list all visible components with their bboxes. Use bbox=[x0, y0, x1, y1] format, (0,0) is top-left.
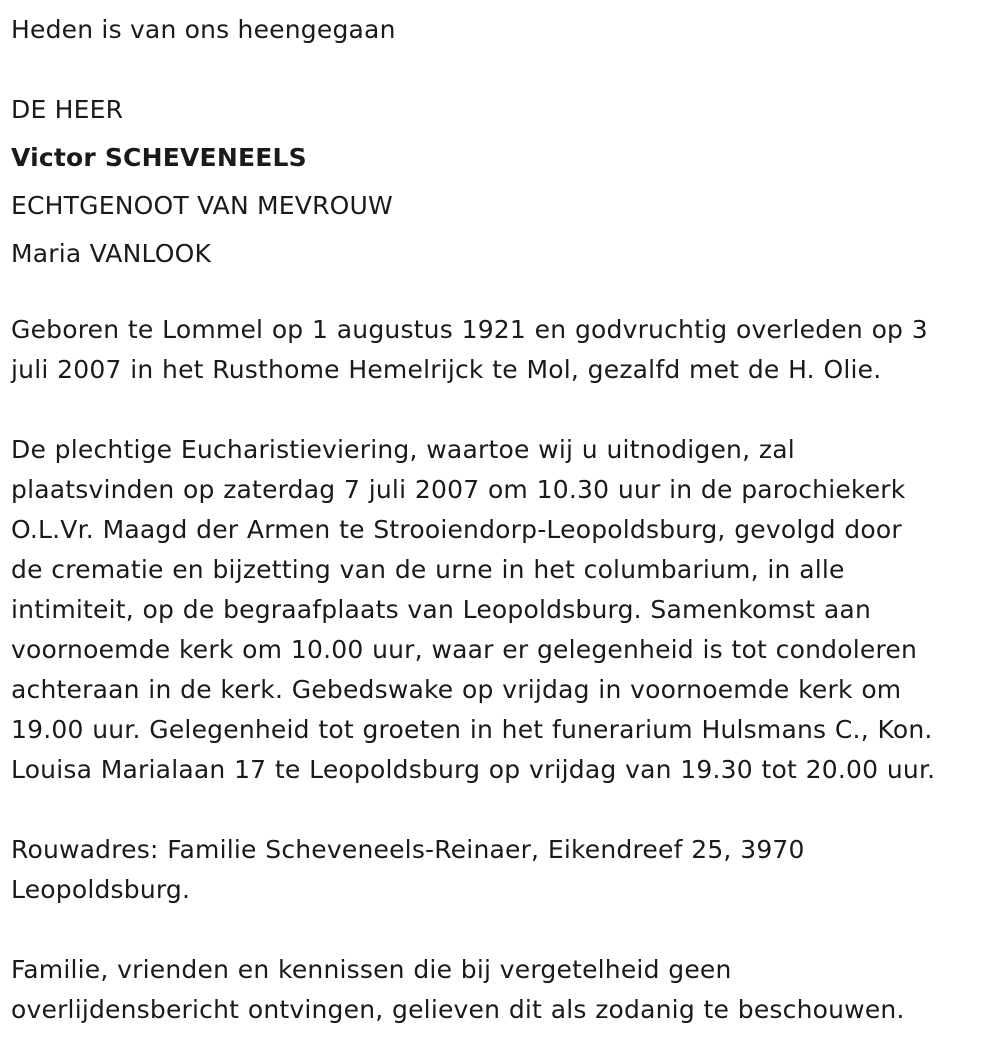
paragraph-line: plaatsvinden op zaterdag 7 juli 2007 om 10.30 uur in de parochiekerk bbox=[11, 475, 906, 504]
birth-death-paragraph bbox=[11, 310, 986, 390]
paragraph-line: 19.00 uur. Gelegenheid tot groeten in het funerarium Hulsmans C., Kon. bbox=[11, 715, 933, 744]
deceased-name: Victor SCHEVENEELS bbox=[11, 143, 307, 172]
paragraph-line: Geboren te Lommel op 1 augustus 1921 en godvruchtig overleden op 3 bbox=[11, 315, 928, 344]
relation-text: ECHTGENOOT VAN MEVROUW bbox=[11, 191, 393, 220]
paragraph-line: Familie, vrienden en kennissen die bij vergetelheid geen bbox=[11, 955, 732, 984]
paragraph-line: de crematie en bijzetting van de urne in het columbarium, in alle bbox=[11, 555, 845, 584]
paragraph-line: O.L.Vr. Maagd der Armen te Strooiendorp-Leopoldsburg, gevolgd door bbox=[11, 515, 902, 544]
spouse-name: Maria VANLOOK bbox=[11, 239, 212, 268]
paragraph-line: De plechtige Eucharistieviering, waartoe wij u uitnodigen, zal bbox=[11, 435, 795, 464]
paragraph-line: Louisa Marialaan 17 te Leopoldsburg op vrijdag van 19.30 tot 20.00 uur. bbox=[11, 755, 936, 784]
obituary-notice bbox=[11, 6, 986, 1030]
paragraph-line: intimiteit, op de begraafplaats van Leopoldsburg. Samenkomst aan bbox=[11, 595, 871, 624]
address-paragraph bbox=[11, 830, 986, 910]
ceremony-paragraph bbox=[11, 430, 986, 790]
honorific-title: DE HEER bbox=[11, 95, 124, 124]
paragraph-line: Leopoldsburg. bbox=[11, 875, 191, 904]
paragraph-line: juli 2007 in het Rusthome Hemelrijck te Mol, gezalfd met de H. Olie. bbox=[11, 355, 882, 384]
paragraph-line: overlijdensbericht ontvingen, gelieven dit als zodanig te beschouwen. bbox=[11, 995, 905, 1024]
paragraph-line: voornoemde kerk om 10.00 uur, waar er gelegenheid is tot condoleren bbox=[11, 635, 918, 664]
closing-paragraph bbox=[11, 950, 986, 1030]
paragraph-line: achteraan in de kerk. Gebedswake op vrijdag in voornoemde kerk om bbox=[11, 675, 902, 704]
paragraph-line: Rouwadres: Familie Scheveneels-Reinaer, Eikendreef 25, 3970 bbox=[11, 835, 805, 864]
intro-text: Heden is van ons heengegaan bbox=[11, 15, 396, 44]
